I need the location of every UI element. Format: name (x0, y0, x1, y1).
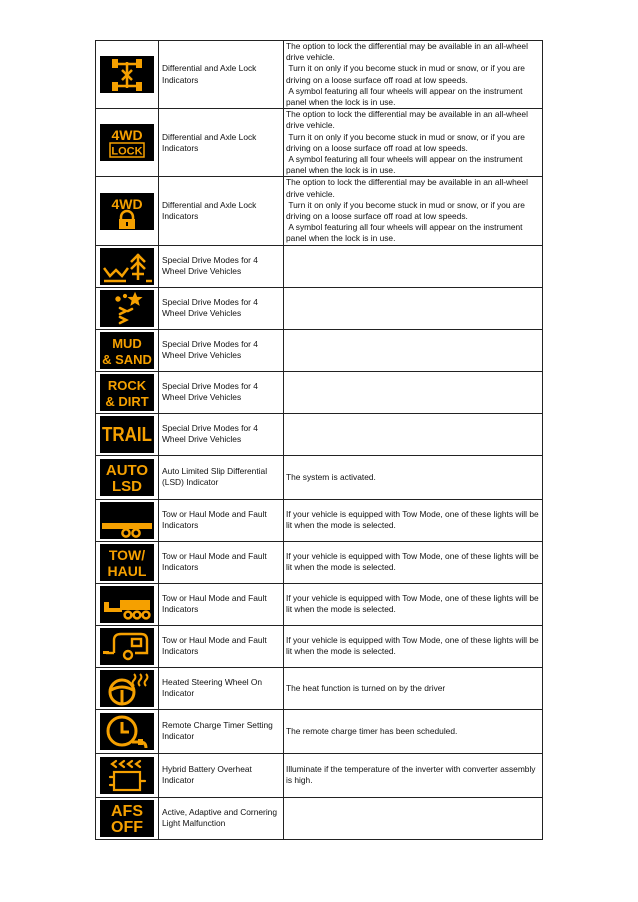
icon-cell (96, 753, 159, 797)
table-row (96, 753, 543, 797)
table-row (96, 583, 543, 625)
svg-text:OFF: OFF (111, 818, 143, 836)
indicator-description (284, 753, 543, 797)
indicator-name: Tow or Haul Mode and Fault Indicators (159, 625, 284, 667)
battery-overheat-icon (100, 757, 154, 794)
icon-cell (96, 797, 159, 839)
tow-haul-text-icon (100, 544, 154, 581)
indicator-description (284, 455, 543, 499)
indicator-name: Special Drive Modes for 4 Wheel Drive Vehicles (159, 371, 284, 413)
icon-cell (96, 109, 159, 177)
svg-text:HAUL: HAUL (107, 562, 147, 579)
table-row (96, 245, 543, 287)
description-line: Illuminate if the temperature of the inverter with converter assembly is high. (286, 763, 538, 786)
indicator-name: Special Drive Modes for 4 Wheel Drive Vehicles (159, 329, 284, 371)
icon-cell (96, 41, 159, 109)
description-line: If your vehicle is equipped with Tow Mode, one of these lights will be lit when the mode is selected. (286, 634, 541, 657)
icon-cell (96, 177, 159, 245)
description-line: Turn it on only if you become stuck in mud or snow, or if you are driving on a loose surface off road at low speeds. (286, 199, 528, 222)
indicator-description (284, 625, 543, 667)
table-row (96, 109, 543, 177)
description-line: The heat function is turned on by the driver (286, 682, 446, 693)
icon-cell (96, 667, 159, 709)
icon-cell (96, 625, 159, 667)
indicator-name: Differential and Axle Lock Indicators (159, 41, 284, 109)
svg-text:MUD: MUD (112, 335, 142, 351)
indicator-description (284, 709, 543, 753)
table-row (96, 541, 543, 583)
indicator-description (284, 797, 543, 839)
indicator-description (284, 541, 543, 583)
description-line: The remote charge timer has been scheduled. (286, 725, 458, 736)
description-line: A symbol featuring all four wheels will appear on the instrument panel when the lock is in use. (286, 222, 525, 244)
indicator-name: Special Drive Modes for 4 Wheel Drive Vehicles (159, 287, 284, 329)
indicator-name: Hybrid Battery Overheat Indicator (159, 753, 284, 797)
table-row (96, 371, 543, 413)
auto-lsd-text-icon (100, 459, 154, 496)
indicator-description (284, 109, 543, 177)
icon-cell (96, 583, 159, 625)
icon-cell (96, 499, 159, 541)
table-row (96, 667, 543, 709)
terrain-mode-icon (100, 248, 154, 285)
tow-hitch-icon (100, 586, 154, 623)
description-line: If your vehicle is equipped with Tow Mode, one of these lights will be lit when the mode is selected. (286, 592, 541, 615)
svg-text:AFS: AFS (111, 802, 143, 820)
indicator-name: Special Drive Modes for 4 Wheel Drive Vehicles (159, 413, 284, 455)
mud-sand-text-icon (100, 332, 154, 369)
indicator-table (95, 40, 543, 840)
caravan-tow-icon (100, 628, 154, 665)
description-line: The system is activated. (286, 471, 376, 482)
indicator-name: Heated Steering Wheel On Indicator (159, 667, 284, 709)
table-row (96, 41, 543, 109)
description-line: A symbol featuring all four wheels will appear on the instrument panel when the lock is in use. (286, 154, 525, 176)
afs-off-text-icon (100, 800, 154, 837)
description-line: The option to lock the differential may be available in an all-wheel drive vehicle. (286, 41, 531, 63)
indicator-name: Differential and Axle Lock Indicators (159, 177, 284, 245)
svg-text:4WD: 4WD (111, 127, 143, 144)
table-row (96, 709, 543, 753)
svg-text:& DIRT: & DIRT (105, 393, 149, 409)
description-line: Turn it on only if you become stuck in mud or snow, or if you are driving on a loose surface off road at low speeds. (286, 131, 528, 153)
description-line: A symbol featuring all four wheels will appear on the instrument panel when the lock is in use. (286, 85, 525, 108)
indicator-description (284, 499, 543, 541)
indicator-description (284, 371, 543, 413)
charge-timer-icon (100, 713, 154, 750)
indicator-description (284, 583, 543, 625)
svg-text:& SAND: & SAND (102, 351, 152, 367)
indicator-description (284, 41, 543, 109)
icon-cell (96, 245, 159, 287)
icon-cell (96, 541, 159, 583)
differential-lock-icon (100, 56, 154, 93)
table-row (96, 625, 543, 667)
table-row (96, 455, 543, 499)
indicator-description (284, 413, 543, 455)
indicator-name: Remote Charge Timer Setting Indicator (159, 709, 284, 753)
description-line: If your vehicle is equipped with Tow Mode, one of these lights will be lit when the mode is selected. (286, 550, 541, 573)
icon-cell (96, 371, 159, 413)
icon-cell (96, 413, 159, 455)
description-line: Turn it on only if you become stuck in mud or snow, or if you are driving on a loose surface off road at low speeds. (286, 63, 528, 85)
table-row (96, 413, 543, 455)
table-row (96, 797, 543, 839)
icon-cell (96, 329, 159, 371)
svg-text:LOCK: LOCK (111, 145, 143, 158)
snow-mode-icon (100, 290, 154, 327)
indicator-description (284, 177, 543, 245)
icon-cell (96, 287, 159, 329)
description-line: The option to lock the differential may be available in an all-wheel drive vehicle. (286, 109, 531, 131)
description-line: If your vehicle is equipped with Tow Mode, one of these lights will be lit when the mode is selected. (286, 508, 541, 531)
indicator-description (284, 329, 543, 371)
svg-text:TOW/: TOW/ (108, 546, 146, 563)
indicator-name: Tow or Haul Mode and Fault Indicators (159, 583, 284, 625)
svg-text:AUTO: AUTO (105, 461, 149, 479)
rock-dirt-text-icon (100, 374, 154, 411)
table-row (96, 499, 543, 541)
svg-text:TRAIL: TRAIL (102, 423, 152, 446)
heated-steering-wheel-icon (100, 670, 154, 707)
icon-cell (96, 709, 159, 753)
indicator-description (284, 245, 543, 287)
description-line: The option to lock the differential may be available in an all-wheel drive vehicle. (286, 177, 531, 199)
indicator-name: Tow or Haul Mode and Fault Indicators (159, 541, 284, 583)
indicator-name: Special Drive Modes for 4 Wheel Drive Vehicles (159, 245, 284, 287)
indicator-name: Tow or Haul Mode and Fault Indicators (159, 499, 284, 541)
svg-text:ROCK: ROCK (107, 377, 147, 393)
indicator-name: Auto Limited Slip Differential (LSD) Indicator (159, 455, 284, 499)
table-row (96, 177, 543, 245)
4wd-lock-text-icon (100, 124, 154, 161)
tow-trailer-icon (100, 502, 154, 539)
indicator-name: Differential and Axle Lock Indicators (159, 109, 284, 177)
4wd-padlock-icon (100, 193, 154, 230)
table-row (96, 329, 543, 371)
indicator-description (284, 287, 543, 329)
indicator-description (284, 667, 543, 709)
icon-cell (96, 455, 159, 499)
table-row (96, 287, 543, 329)
svg-text:4WD: 4WD (111, 195, 143, 212)
trail-text-icon (100, 416, 154, 453)
svg-text:LSD: LSD (112, 477, 142, 495)
indicator-name: Active, Adaptive and Cornering Light Malfunction (159, 797, 284, 839)
